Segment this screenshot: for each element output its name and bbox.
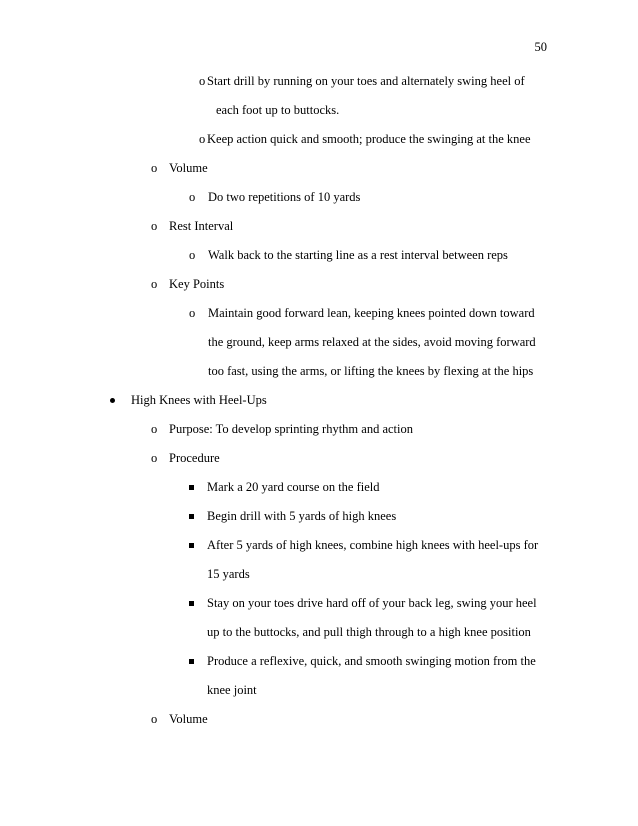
list-item: Start drill by running on your toes and alternately swing heel of	[207, 74, 525, 88]
section-heading: High Knees with Heel-Ups	[131, 393, 267, 407]
list-heading: Volume	[169, 161, 208, 175]
list-item: Begin drill with 5 yards of high knees	[207, 509, 397, 523]
list-item-continuation: too fast, using the arms, or lifting the knees by flexing at the hips	[208, 364, 534, 378]
list-heading: Volume	[169, 712, 208, 726]
list-heading: Purpose: To develop sprinting rhythm and action	[169, 422, 414, 436]
list-item-continuation: up to the buttocks, and pull thigh through to a high knee position	[207, 625, 531, 639]
list-item: Mark a 20 yard course on the field	[207, 480, 380, 494]
circle-bullet: o	[151, 161, 158, 175]
circle-bullet: o	[151, 219, 158, 233]
circle-bullet: o	[199, 132, 206, 146]
circle-bullet: o	[151, 712, 158, 726]
list-item-continuation: each foot up to buttocks.	[216, 103, 340, 117]
circle-bullet: o	[199, 74, 206, 88]
circle-bullet: o	[151, 451, 158, 465]
list-item: Walk back to the starting line as a rest interval between reps	[208, 248, 508, 262]
list-item: Keep action quick and smooth; produce the swinging at the knee	[207, 132, 531, 146]
circle-bullet: o	[151, 422, 158, 436]
list-item-continuation: knee joint	[207, 683, 257, 697]
list-item: Do two repetitions of 10 yards	[208, 190, 361, 204]
square-bullet	[189, 514, 194, 519]
circle-bullet: o	[151, 277, 158, 291]
page-number: 50	[534, 40, 547, 54]
square-bullet	[189, 485, 194, 490]
list-heading: Procedure	[169, 451, 220, 465]
circle-bullet: o	[189, 248, 196, 262]
bullet-dot	[110, 398, 115, 403]
list-item: Maintain good forward lean, keeping knees pointed down toward	[208, 306, 535, 320]
list-item-continuation: 15 yards	[207, 567, 250, 581]
square-bullet	[189, 659, 194, 664]
circle-bullet: o	[189, 190, 196, 204]
circle-bullet: o	[189, 306, 196, 320]
list-item: Stay on your toes drive hard off of your back leg, swing your heel	[207, 596, 537, 610]
square-bullet	[189, 601, 194, 606]
list-heading: Key Points	[169, 277, 225, 291]
list-heading: Rest Interval	[169, 219, 234, 233]
list-item-continuation: the ground, keep arms relaxed at the sides, avoid moving forward	[208, 335, 536, 349]
list-item: After 5 yards of high knees, combine high knees with heel-ups for	[207, 538, 539, 552]
square-bullet	[189, 543, 194, 548]
list-item: Produce a reflexive, quick, and smooth swinging motion from the	[207, 654, 536, 668]
